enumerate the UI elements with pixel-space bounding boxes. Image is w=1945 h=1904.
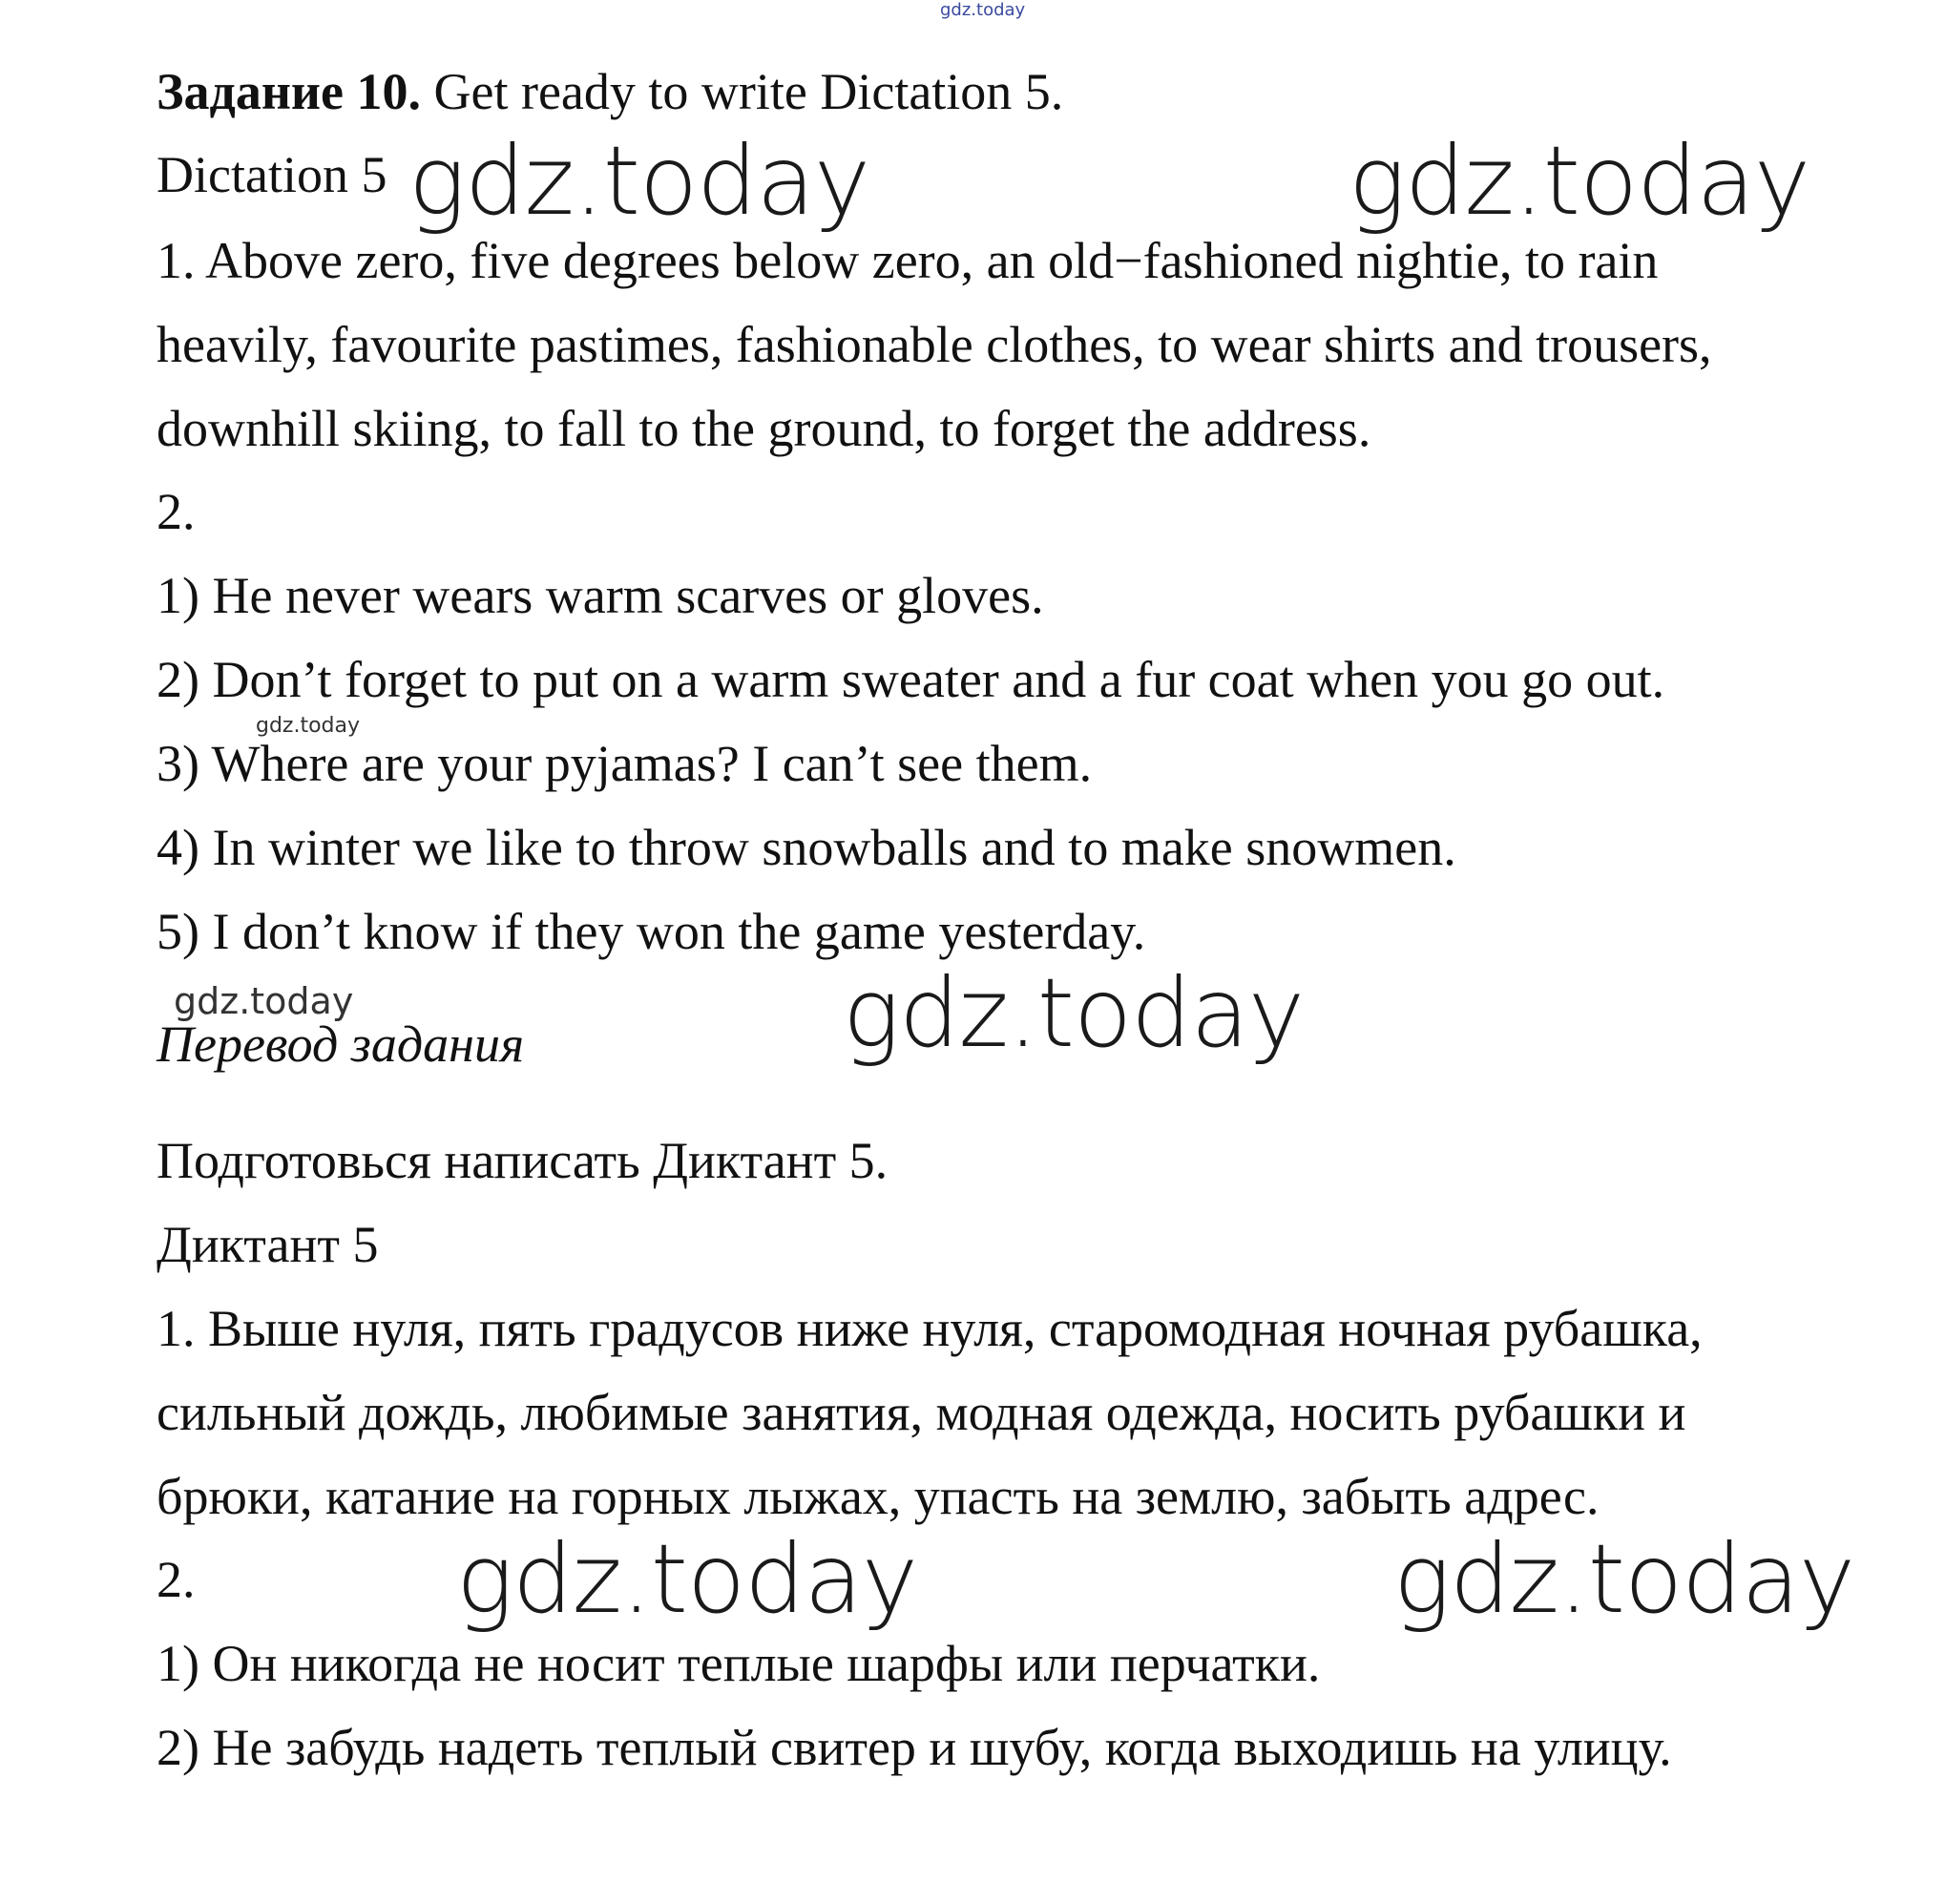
- dictation-part2-label: 2.: [157, 483, 196, 540]
- translation-part1-line: брюки, катание на горных лыжах, упасть на землю, забыть адрес.: [157, 1468, 1600, 1525]
- task-number: Задание 10.: [157, 63, 422, 120]
- sentence: 1) He never wears warm scarves or gloves.: [157, 567, 1044, 624]
- task-instruction: Get ready to write Dictation 5.: [421, 63, 1064, 120]
- sentence: 3) Where are your pyjamas? I can’t see them.: [157, 735, 1093, 792]
- translation-sentence: 1) Он никогда не носит теплые шарфы или перчатки.: [157, 1635, 1321, 1692]
- watermark-large: gdz.today: [1349, 125, 1810, 237]
- watermark-large: gdz.today: [456, 1523, 918, 1635]
- translation-part1-line: 1. Выше нуля, пять градусов ниже нуля, старомодная ночная рубашка,: [157, 1300, 1703, 1357]
- translation-part2-label: 2.: [157, 1551, 196, 1608]
- watermark-small: gdz.today: [256, 714, 361, 738]
- sentence: 4) In winter we like to throw snowballs and to make snowmen.: [157, 819, 1456, 876]
- watermark-large: gdz.today: [1393, 1523, 1855, 1635]
- watermark-large: gdz.today: [408, 125, 870, 237]
- translation-sentence: 2) Не забудь надеть теплый свитер и шубу, когда выходишь на улицу.: [157, 1719, 1672, 1776]
- task-title: [157, 60, 1063, 123]
- translation-part1-line: сильный дождь, любимые занятия, модная одежда, носить рубашки и: [157, 1384, 1686, 1441]
- watermark-top: gdz.today: [940, 0, 1026, 20]
- sentence: 2) Don’t forget to put on a warm sweater and a fur coat when you go out.: [157, 651, 1665, 708]
- translation-heading: Перевод задания: [157, 1015, 525, 1073]
- translation-instruction: Подготовься написать Диктант 5.: [157, 1132, 889, 1189]
- watermark-large: gdz.today: [843, 957, 1305, 1069]
- dictation-part1-line: downhill skiing, to fall to the ground, to forget the address.: [157, 400, 1371, 457]
- dictation-part1-line: 1. Above zero, five degrees below zero, an old−fashioned nightie, to rain: [157, 232, 1659, 289]
- dictation-title: Dictation 5: [157, 146, 387, 203]
- watermark-medium: gdz.today: [174, 980, 354, 1022]
- translation-dictation-title: Диктант 5: [157, 1216, 379, 1273]
- sentence: 5) I don’t know if they won the game yesterday.: [157, 903, 1146, 960]
- dictation-part1-line: heavily, favourite pastimes, fashionable clothes, to wear shirts and trousers,: [157, 316, 1712, 373]
